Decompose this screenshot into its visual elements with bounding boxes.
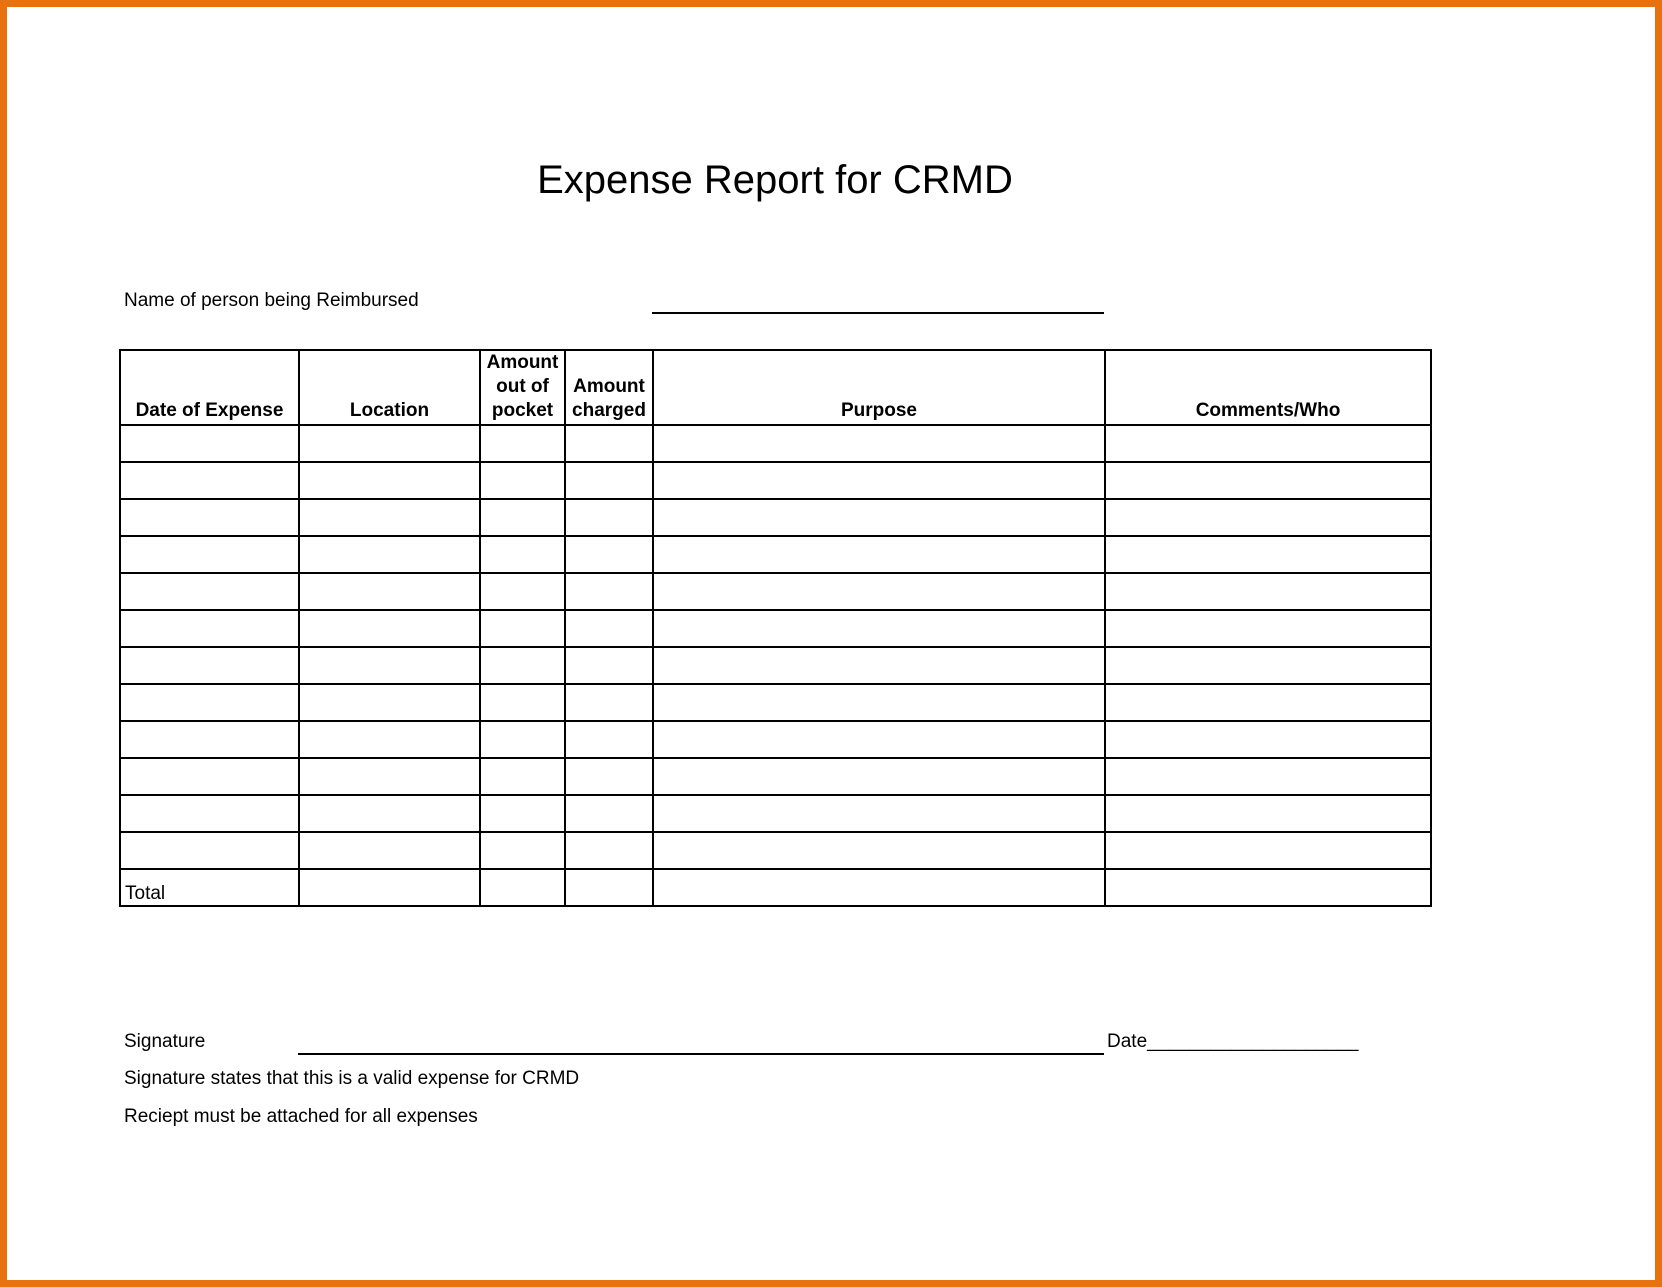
header-label-line: pocket: [491, 400, 554, 421]
table-cell-charged[interactable]: [565, 647, 653, 684]
table-cell-comments[interactable]: [1105, 499, 1431, 536]
table-row: [120, 832, 1431, 869]
table-cell-charged[interactable]: [565, 536, 653, 573]
header-label: Comments/Who: [1195, 400, 1341, 421]
table-cell-purpose[interactable]: [653, 758, 1105, 795]
table-row: [120, 610, 1431, 647]
table-cell-comments[interactable]: [1105, 610, 1431, 647]
table-cell-purpose[interactable]: [653, 721, 1105, 758]
table-cell-out_of_pocket[interactable]: [480, 647, 565, 684]
table-cell-purpose[interactable]: [653, 536, 1105, 573]
table-row: [120, 573, 1431, 610]
header-amount-charged: [565, 350, 653, 425]
table-cell-date[interactable]: [120, 536, 299, 573]
table-cell-purpose[interactable]: [653, 832, 1105, 869]
table-row: [120, 425, 1431, 462]
table-cell-out_of_pocket[interactable]: [480, 832, 565, 869]
table-row: [120, 795, 1431, 832]
header-comments-who: [1105, 350, 1431, 425]
table-row: [120, 462, 1431, 499]
table-cell-charged[interactable]: [565, 721, 653, 758]
table-header-row: [120, 350, 1431, 425]
table-cell-purpose[interactable]: [653, 647, 1105, 684]
table-cell-date[interactable]: [120, 425, 299, 462]
table-cell-date[interactable]: [120, 721, 299, 758]
table-cell-comments[interactable]: [1105, 425, 1431, 462]
table-cell-location[interactable]: [299, 610, 480, 647]
header-label-line: charged: [572, 400, 646, 421]
note-valid-expense: Signature states that this is a valid expense for CRMD: [124, 1068, 580, 1089]
table-cell-comments[interactable]: [1105, 758, 1431, 795]
table-cell-location[interactable]: [299, 462, 480, 499]
table-cell-charged[interactable]: [565, 795, 653, 832]
total-cell-out_of_pocket[interactable]: [480, 869, 565, 906]
table-cell-date[interactable]: [120, 573, 299, 610]
total-cell-location[interactable]: [299, 869, 480, 906]
total-label: Total: [120, 869, 299, 906]
expense-table: [119, 349, 1432, 907]
table-cell-date[interactable]: [120, 684, 299, 721]
header-label-line: out of: [496, 376, 549, 397]
document-title: Expense Report for CRMD: [537, 158, 1013, 202]
table-cell-purpose[interactable]: [653, 573, 1105, 610]
name-label: Name of person being Reimbursed: [124, 290, 419, 311]
table-cell-comments[interactable]: [1105, 795, 1431, 832]
table-cell-location[interactable]: [299, 425, 480, 462]
table-cell-out_of_pocket[interactable]: [480, 721, 565, 758]
table-row: [120, 647, 1431, 684]
table-cell-out_of_pocket[interactable]: [480, 462, 565, 499]
table-cell-out_of_pocket[interactable]: [480, 573, 565, 610]
table-cell-date[interactable]: [120, 462, 299, 499]
table-cell-purpose[interactable]: [653, 499, 1105, 536]
total-cell-comments[interactable]: [1105, 869, 1431, 906]
expense-table-body: [120, 425, 1431, 906]
header-label: Date of Expense: [135, 400, 284, 421]
table-cell-location[interactable]: [299, 795, 480, 832]
header-purpose: [653, 350, 1105, 425]
total-cell-charged[interactable]: [565, 869, 653, 906]
table-cell-comments[interactable]: [1105, 684, 1431, 721]
table-row: [120, 536, 1431, 573]
table-row: [120, 721, 1431, 758]
table-cell-purpose[interactable]: [653, 462, 1105, 499]
table-cell-date[interactable]: [120, 795, 299, 832]
date-field[interactable]: Date____________________: [1107, 1031, 1359, 1052]
table-row: [120, 499, 1431, 536]
table-cell-charged[interactable]: [565, 832, 653, 869]
table-cell-comments[interactable]: [1105, 573, 1431, 610]
total-cell-purpose[interactable]: [653, 869, 1105, 906]
table-cell-location[interactable]: [299, 684, 480, 721]
header-label: Purpose: [840, 400, 918, 421]
table-cell-out_of_pocket[interactable]: [480, 795, 565, 832]
table-cell-comments[interactable]: [1105, 647, 1431, 684]
table-cell-comments[interactable]: [1105, 462, 1431, 499]
header-label-line: Amount: [573, 376, 645, 397]
header-label-line: Amount: [486, 352, 559, 373]
table-cell-charged[interactable]: [565, 425, 653, 462]
table-cell-comments[interactable]: [1105, 721, 1431, 758]
table-cell-out_of_pocket[interactable]: [480, 610, 565, 647]
table-cell-charged[interactable]: [565, 610, 653, 647]
table-cell-location[interactable]: [299, 721, 480, 758]
table-cell-purpose[interactable]: [653, 795, 1105, 832]
table-cell-out_of_pocket[interactable]: [480, 684, 565, 721]
table-cell-location[interactable]: [299, 647, 480, 684]
table-cell-out_of_pocket[interactable]: [480, 536, 565, 573]
header-amount-out-of-pocket: [480, 350, 565, 425]
table-cell-date[interactable]: [120, 832, 299, 869]
table-cell-location[interactable]: [299, 832, 480, 869]
table-cell-charged[interactable]: [565, 684, 653, 721]
table-cell-location[interactable]: [299, 573, 480, 610]
table-cell-date[interactable]: [120, 610, 299, 647]
table-cell-charged[interactable]: [565, 573, 653, 610]
table-cell-date[interactable]: [120, 647, 299, 684]
table-cell-date[interactable]: [120, 758, 299, 795]
header-date-of-expense: [120, 350, 299, 425]
table-cell-location[interactable]: [299, 536, 480, 573]
table-cell-location[interactable]: [299, 499, 480, 536]
table-cell-out_of_pocket[interactable]: [480, 499, 565, 536]
total-row: [120, 869, 1431, 906]
table-cell-charged[interactable]: [565, 462, 653, 499]
signature-label: Signature: [124, 1031, 206, 1052]
name-field-line[interactable]: [652, 312, 1104, 314]
table-cell-out_of_pocket[interactable]: [480, 425, 565, 462]
table-cell-date[interactable]: [120, 499, 299, 536]
header-label: Location: [349, 400, 430, 421]
table-cell-purpose[interactable]: [653, 610, 1105, 647]
table-cell-out_of_pocket[interactable]: [480, 758, 565, 795]
table-cell-comments[interactable]: [1105, 832, 1431, 869]
table-row: [120, 684, 1431, 721]
header-location: [299, 350, 480, 425]
table-cell-location[interactable]: [299, 758, 480, 795]
signature-field-line[interactable]: [298, 1053, 1104, 1055]
table-cell-purpose[interactable]: [653, 684, 1105, 721]
table-cell-charged[interactable]: [565, 758, 653, 795]
table-cell-charged[interactable]: [565, 499, 653, 536]
table-row: [120, 758, 1431, 795]
note-receipt-required: Reciept must be attached for all expenses: [124, 1106, 478, 1127]
table-cell-purpose[interactable]: [653, 425, 1105, 462]
table-cell-comments[interactable]: [1105, 536, 1431, 573]
